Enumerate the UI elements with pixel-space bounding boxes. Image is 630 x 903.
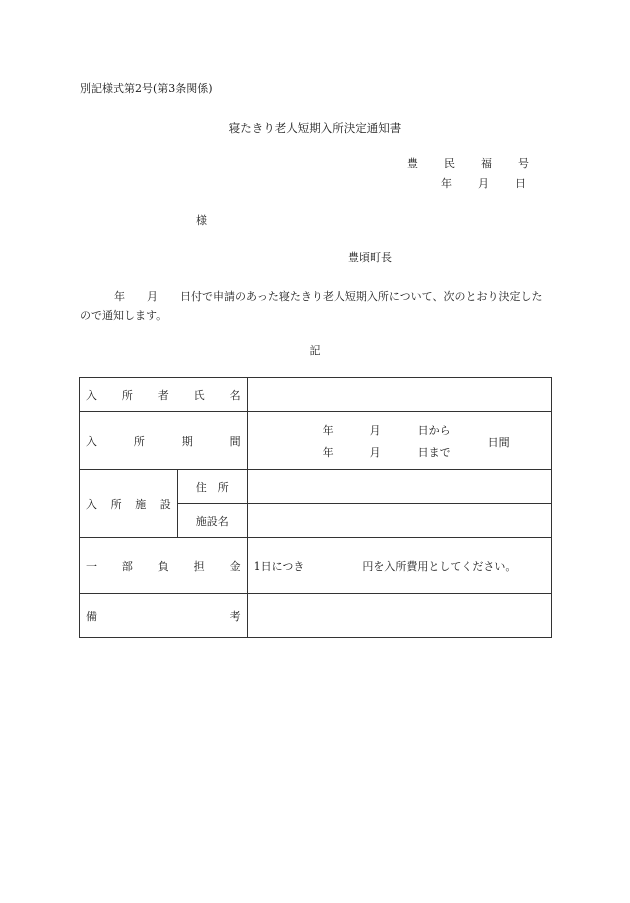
period-label: [80, 412, 248, 470]
table-row: [80, 378, 552, 412]
copay-value[interactable]: [247, 538, 551, 594]
label-char: 所: [121, 388, 133, 402]
copay-per-day: 1日につき: [253, 559, 305, 573]
period-to-day: 日まで: [417, 445, 451, 459]
period-value[interactable]: [247, 412, 551, 470]
facility-address-label: 住 所: [177, 470, 247, 504]
date-month: 月: [478, 177, 489, 190]
table-row: [80, 538, 552, 594]
doc-number-char: 号: [518, 157, 529, 170]
period-to-year: 年: [322, 445, 334, 459]
facility-address-value[interactable]: [247, 470, 551, 504]
remarks-value[interactable]: [247, 594, 551, 638]
label-char: 入: [86, 388, 97, 402]
label-char: 入: [86, 434, 97, 448]
table-row: [80, 412, 552, 470]
table-row: [80, 594, 552, 638]
table-row: [80, 470, 552, 504]
label-char: 施: [135, 497, 147, 511]
label-char: 備: [86, 609, 97, 623]
ki-heading: 記: [309, 344, 321, 357]
resident-name-label: [80, 378, 248, 412]
period-from-year: 年: [322, 423, 334, 437]
document-date: [441, 175, 552, 191]
copay-label: [80, 538, 248, 594]
label-char: 所: [110, 497, 122, 511]
remarks-label: [80, 594, 248, 638]
doc-number-char: 福: [481, 157, 492, 170]
period-to-month: 月: [369, 445, 381, 459]
label-char: 一: [86, 559, 97, 573]
form-reference: 別記様式第2号(第3条関係): [80, 82, 213, 95]
doc-number-char: 豊: [407, 157, 418, 170]
date-day: 日: [515, 177, 526, 190]
label-char: 部: [121, 559, 133, 573]
decision-table: [79, 377, 552, 638]
label-char: 担: [193, 559, 205, 573]
label-char: 考: [229, 609, 241, 623]
period-from-day: 日から: [417, 423, 451, 437]
label-char: 者: [157, 388, 169, 402]
period-from-month: 月: [369, 423, 381, 437]
label-char: 所: [133, 434, 145, 448]
copay-instruction: 円を入所費用としてください。: [362, 559, 517, 573]
document-title: 寝たきり老人短期入所決定通知書: [228, 121, 402, 135]
label-char: 期: [181, 434, 193, 448]
body-text: 年 月 日付で申請のあった寝たきり老人短期入所について、次のとおり決定したので通知します。: [80, 290, 543, 322]
label-char: 名: [229, 388, 241, 402]
addressee: 様: [196, 214, 207, 227]
period-days: 日間: [487, 436, 510, 449]
label-char: 設: [159, 497, 171, 511]
label-char: 入: [86, 497, 97, 511]
label-char: 間: [229, 434, 241, 448]
label-char: 金: [229, 559, 241, 573]
facility-name-label: 施設名: [177, 504, 247, 538]
document-number: [407, 155, 555, 171]
date-year: 年: [441, 177, 452, 190]
issuer: 豊頃町長: [348, 251, 392, 264]
label-char: 負: [157, 559, 169, 573]
facility-name-value[interactable]: [247, 504, 551, 538]
resident-name-value[interactable]: [247, 378, 551, 412]
doc-number-char: 民: [444, 157, 455, 170]
facility-label: [80, 470, 178, 538]
label-char: 氏: [193, 388, 205, 402]
